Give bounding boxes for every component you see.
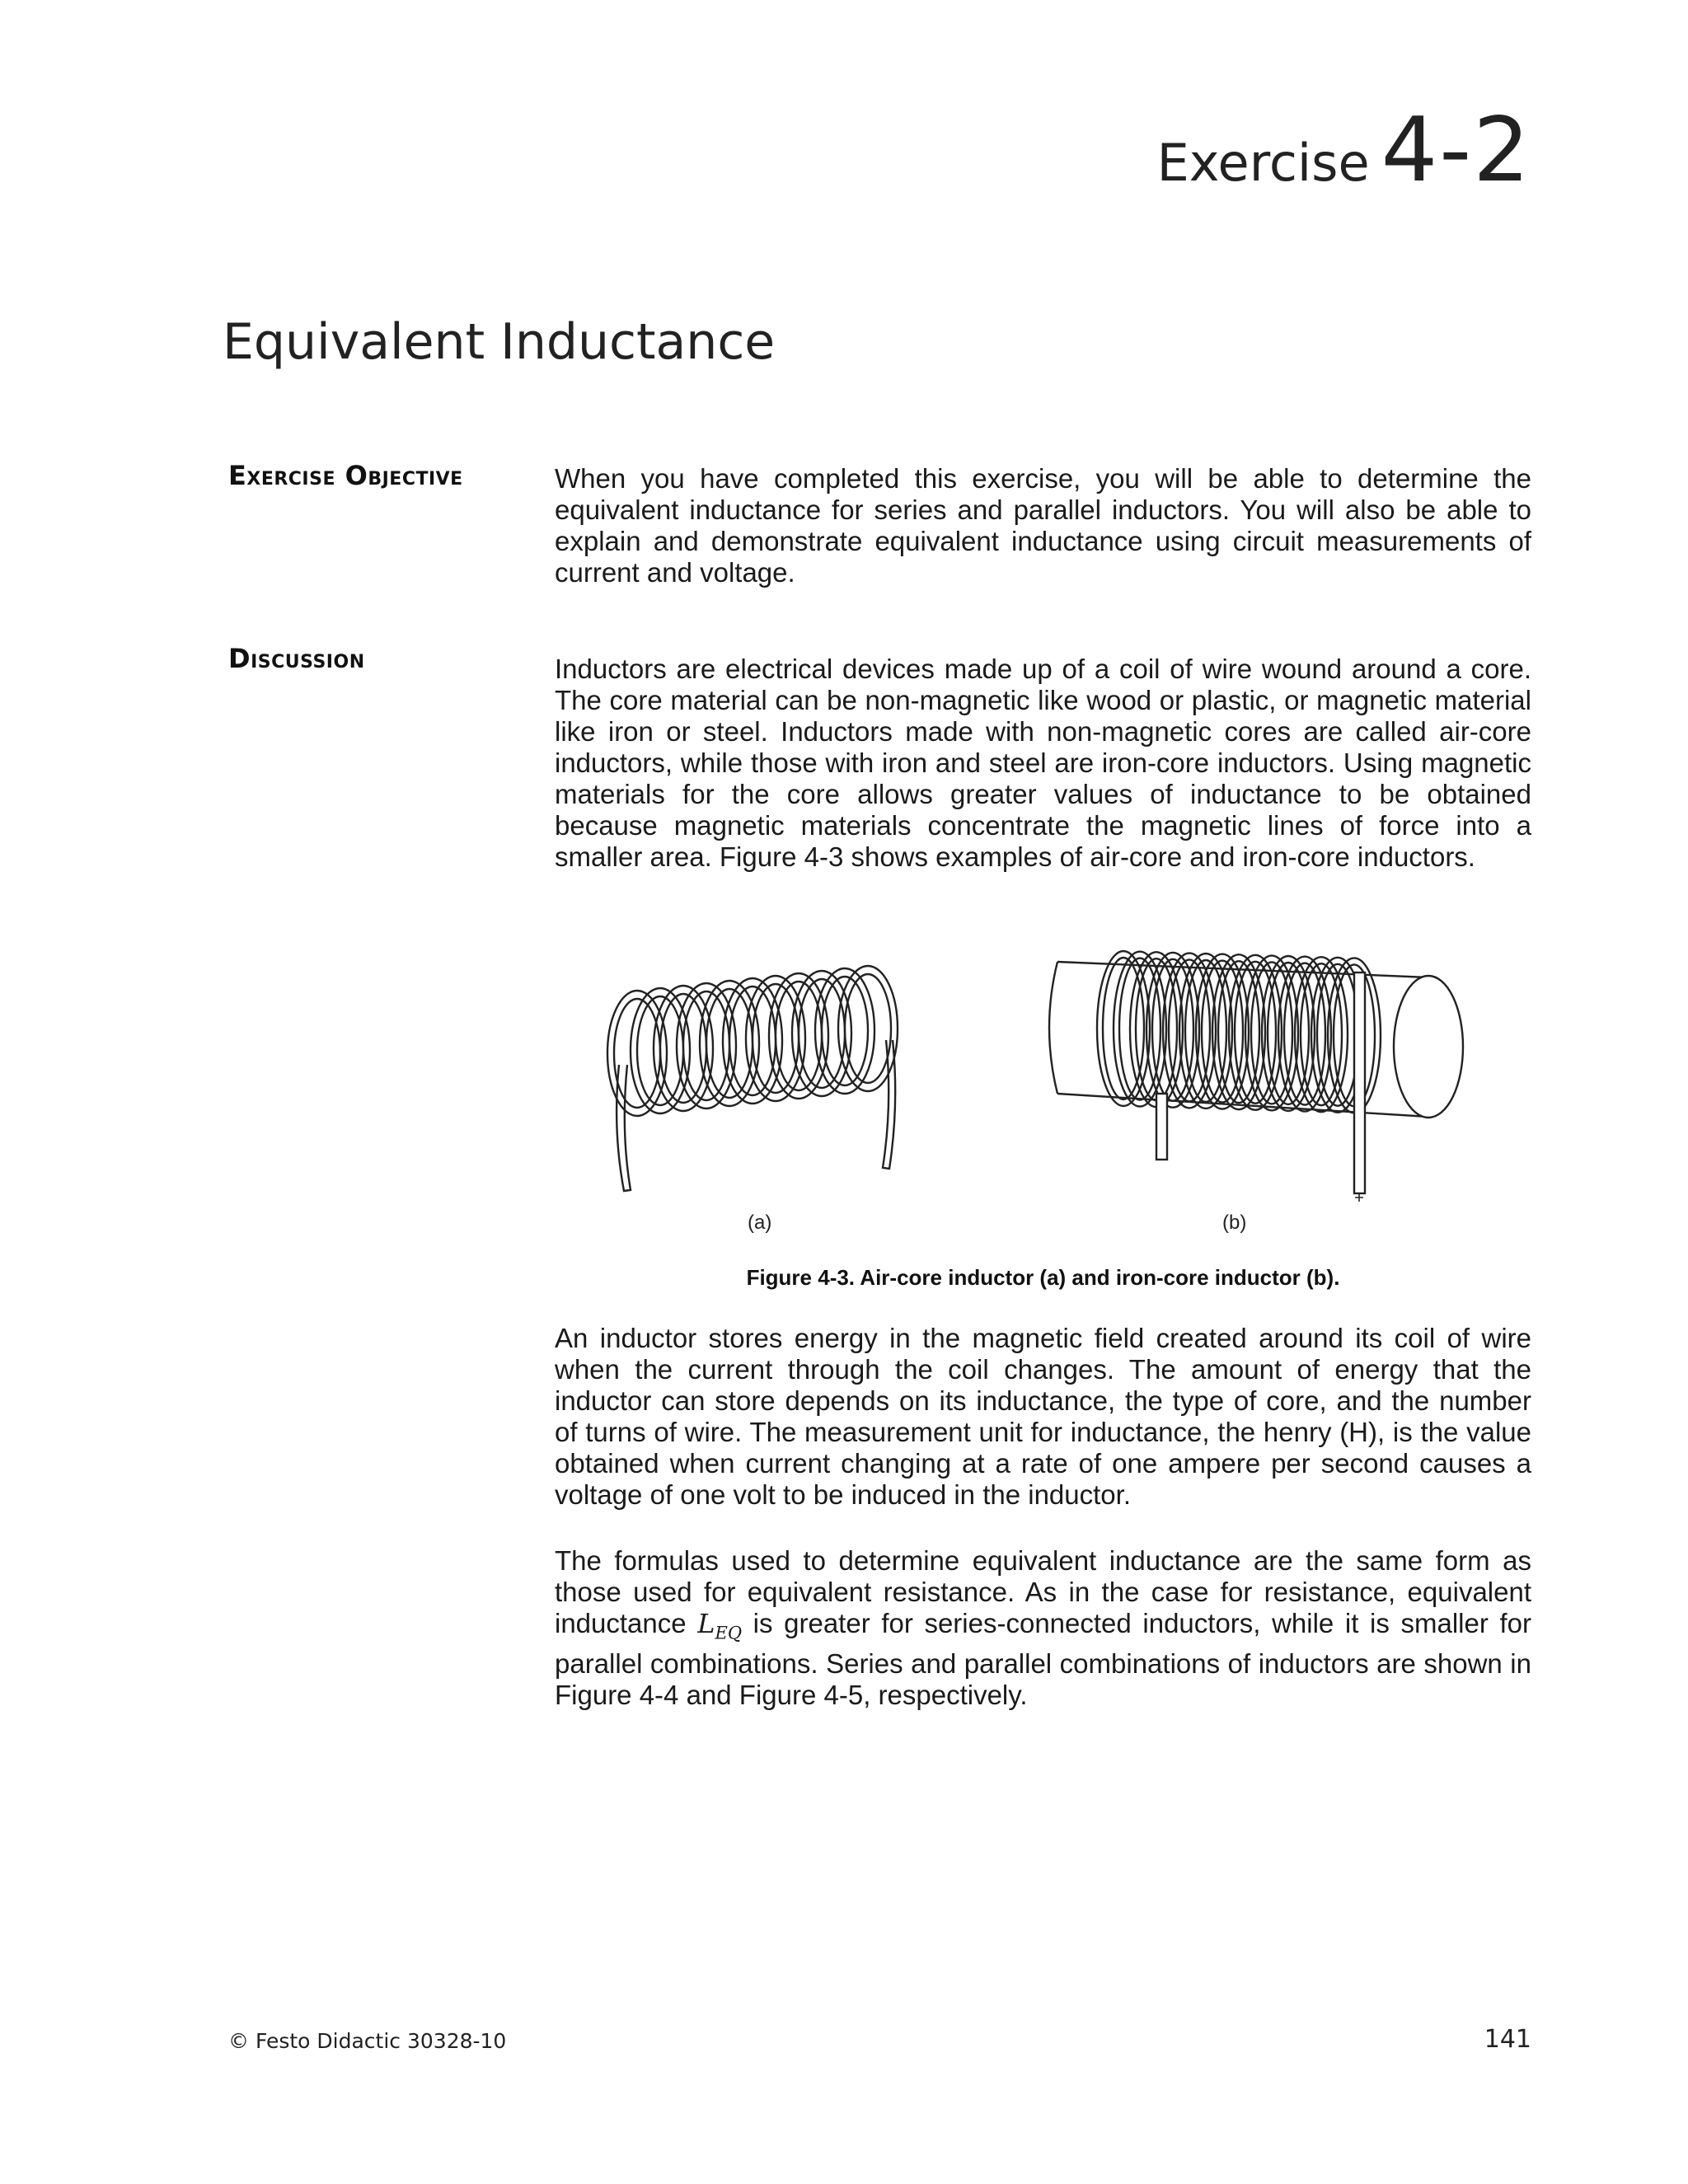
page-title: Equivalent Inductance <box>223 313 776 371</box>
paragraph-3-text-after: is greater for series-connected inductors, while it is smaller for parallel combinations. Series and parallel combinations of inductors are shown in Figure 4-4 and Figure 4-5, respectively. <box>555 1608 1531 1711</box>
objective-text: When you have completed this exercise, you will be able to determine the equivalent inductance for series and parallel inductors. You will also be able to explain and demonstrate equivalent inductance using circuit measurements of current and voltage. <box>555 463 1531 588</box>
coil-turn <box>1185 960 1226 1102</box>
air-core-inductor-drawing <box>607 966 898 1191</box>
leq-subscript: EQ <box>715 1623 743 1643</box>
paragraph-3-text-before: The formulas used to determine equivalent inductance are the same form as those used for equivalent resistance. As in the case for resistance, equivalent inductance <box>555 1545 1531 1638</box>
exercise-word: Exercise <box>1156 133 1370 193</box>
coil-turn <box>1119 958 1160 1100</box>
figure-caption: Figure 4-3. Air-core inductor (a) and iron-core inductor (b). <box>746 1265 1340 1290</box>
footer-copyright: © Festo Didactic 30328-10 <box>228 2029 507 2053</box>
discussion-paragraph-1: Inductors are electrical devices made up of a coil of wire wound around a core. The core material can be non-magnetic like wood or plastic, or magnetic material like iron or steel. Inductors made with non-magnetic cores are called air-core inductors, while those with iron and steel are iron-core inductors. Using magnetic materials for the core allows greater values of inductance to be obtained because magnetic materials concentrate the magnetic lines of force into a smaller area. Figure 4-3 shows examples of air-core and iron-core inductors. <box>555 654 1531 872</box>
coil-turn <box>1301 963 1342 1105</box>
coil-turn <box>1251 962 1292 1104</box>
exercise-header <box>1157 99 1531 202</box>
coil-turn <box>1169 959 1210 1101</box>
figure-label-b: (b) <box>1222 1212 1247 1234</box>
inductor-illustration <box>555 940 1531 1253</box>
coil-turn <box>1284 963 1325 1105</box>
coil-turn <box>1103 958 1144 1099</box>
coil-turn <box>1317 964 1358 1106</box>
coil-turn <box>1235 962 1276 1104</box>
coil-turn <box>1218 961 1259 1103</box>
page-number: 141 <box>1484 2025 1531 2054</box>
coil-turn <box>1202 961 1243 1103</box>
figure-label-a: (a) <box>748 1212 772 1234</box>
section-label-discussion: Discussion <box>228 643 365 674</box>
discussion-paragraph-3 <box>555 1545 1531 1711</box>
iron-core-inductor-drawing <box>1049 951 1463 1202</box>
section-label-objective: Exercise Objective <box>228 460 463 491</box>
coil-turn <box>1268 963 1309 1104</box>
figure-4-3 <box>555 940 1531 1302</box>
coil-turn <box>1136 958 1177 1100</box>
coil-turn <box>1152 959 1193 1101</box>
discussion-paragraph-2: An inductor stores energy in the magnetic field created around its coil of wire when the current through the coil changes. The amount of energy that the inductor can store depends on its inductance, the type of core, and the number of turns of wire. The measurement unit for inductance, the henry (H), is the value obtained when current changing at a rate of one ampere per second causes a voltage of one volt to be induced in the inductor. <box>555 1323 1531 1510</box>
leq-symbol: $L_{EQ}$ <box>697 1608 743 1643</box>
exercise-number: 4-2 <box>1381 99 1531 202</box>
